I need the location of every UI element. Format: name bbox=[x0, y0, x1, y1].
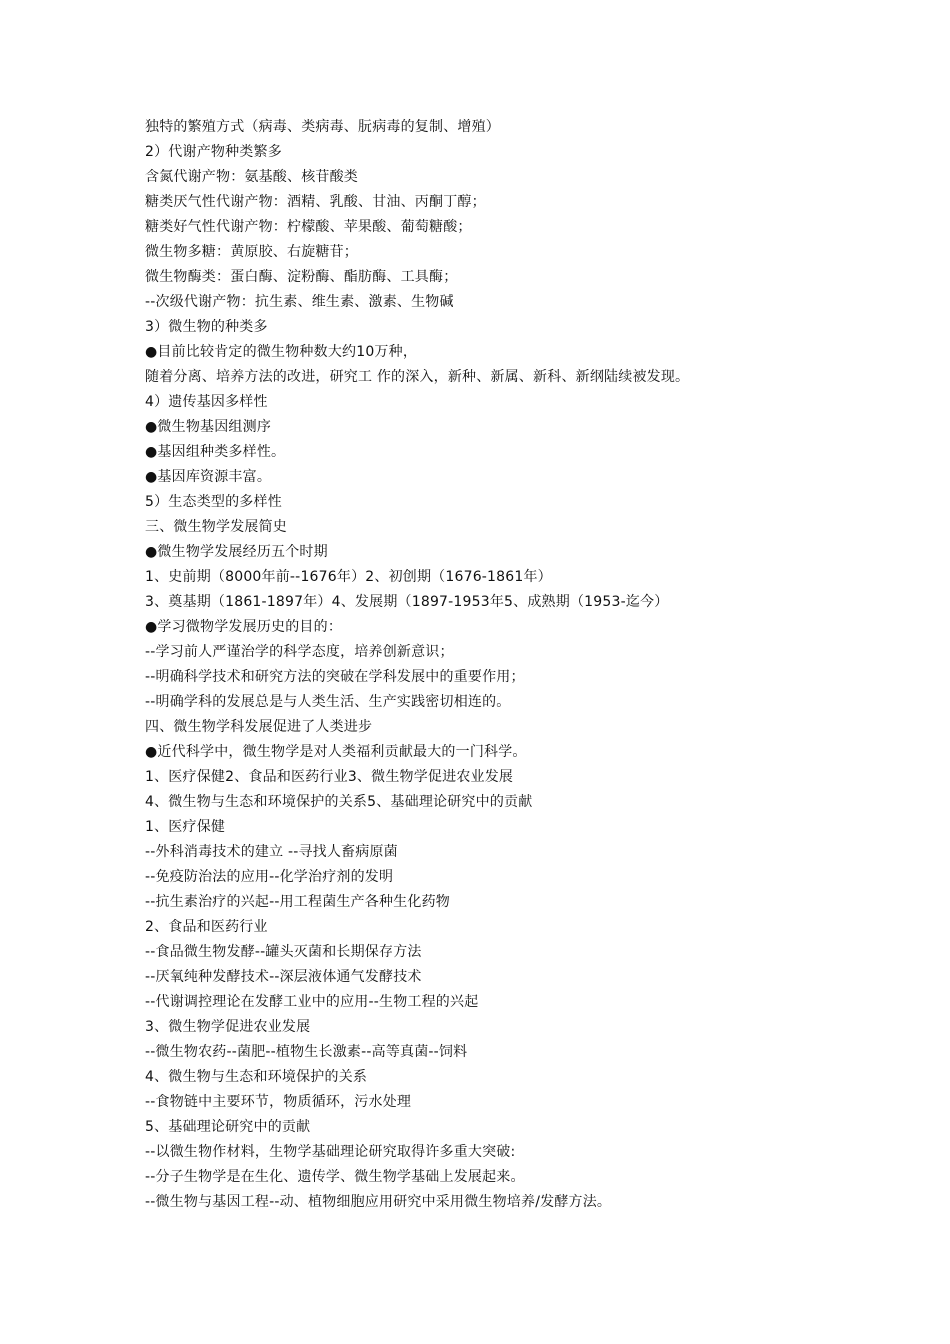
text-line: --明确科学技术和研究方法的突破在学科发展中的重要作用； bbox=[145, 669, 525, 685]
text-line: --次级代谢产物：抗生素、维生素、激素、生物碱 bbox=[145, 294, 454, 310]
text-line: --微生物农药--菌肥--植物生长激素--高等真菌--饲料 bbox=[145, 1044, 468, 1060]
text-line: --抗生素治疗的兴起--用工程菌生产各种生化药物 bbox=[145, 894, 451, 910]
text-line: --微生物与基因工程--动、植物细胞应用研究中采用微生物培养/发酵方法。 bbox=[145, 1194, 612, 1210]
text-line: --外科消毒技术的建立 --寻找人畜病原菌 bbox=[145, 844, 398, 860]
text-line: 1、医疗保健2、食品和医药行业3、微生物学促进农业发展 bbox=[145, 769, 514, 785]
section-heading: 4）遗传基因多样性 bbox=[145, 394, 268, 410]
document-body bbox=[145, 115, 925, 1215]
text-line: 糖类厌气性代谢产物：酒精、乳酸、甘油、丙酮丁醇； bbox=[145, 194, 486, 210]
text-line: 微生物多糖：黄原胶、右旋糖苷； bbox=[145, 244, 358, 260]
section-heading: 3、微生物学促进农业发展 bbox=[145, 1019, 311, 1035]
chapter-heading: 三、微生物学发展简史 bbox=[145, 519, 287, 535]
bullet-line: ●微生物基因组测序 bbox=[145, 419, 272, 435]
section-heading: 4、微生物与生态和环境保护的关系 bbox=[145, 1069, 368, 1085]
text-line: 1、史前期（8000年前--1676年）2、初创期（1676-1861年） bbox=[145, 569, 552, 585]
text-line: --免疫防治法的应用--化学治疗剂的发明 bbox=[145, 869, 394, 885]
text-line: 3、奠基期（1861-1897年）4、发展期（1897-1953年5、成熟期（1953-迄今） bbox=[145, 594, 669, 610]
bullet-line: ●学习微物学发展历史的目的： bbox=[145, 619, 343, 635]
text-line: --明确学科的发展总是与人类生活、生产实践密切相连的。 bbox=[145, 694, 511, 710]
text-line: --食品微生物发酵--罐头灭菌和长期保存方法 bbox=[145, 944, 422, 960]
section-heading: 2）代谢产物种类繁多 bbox=[145, 144, 282, 160]
text-line: 糖类好气性代谢产物：柠檬酸、苹果酸、葡萄糖酸； bbox=[145, 219, 472, 235]
bullet-line: ●近代科学中，微生物学是对人类福利贡献最大的一门科学。 bbox=[145, 744, 527, 760]
text-line: 独特的繁殖方式（病毒、类病毒、朊病毒的复制、增殖） bbox=[145, 119, 500, 135]
text-line: 4、微生物与生态和环境保护的关系5、基础理论研究中的贡献 bbox=[145, 794, 533, 810]
section-heading: 3）微生物的种类多 bbox=[145, 319, 268, 335]
bullet-line: ●基因组种类多样性。 bbox=[145, 444, 286, 460]
section-heading: 5）生态类型的多样性 bbox=[145, 494, 282, 510]
text-line: --厌氧纯种发酵技术--深层液体通气发酵技术 bbox=[145, 969, 422, 985]
text-line: --以微生物作材料，生物学基础理论研究取得许多重大突破: bbox=[145, 1144, 516, 1160]
text-line: --分子生物学是在生化、遗传学、微生物学基础上发展起来。 bbox=[145, 1169, 525, 1185]
text-line: 随着分离、培养方法的改进，研究工 作的深入，新种、新属、新科、新纲陆续被发现。 bbox=[145, 369, 690, 385]
text-line: --代谢调控理论在发酵工业中的应用--生物工程的兴起 bbox=[145, 994, 479, 1010]
bullet-line: ●基因库资源丰富。 bbox=[145, 469, 272, 485]
text-line: --食物链中主要环节，物质循环，污水处理 bbox=[145, 1094, 412, 1110]
bullet-line: ●微生物学发展经历五个时期 bbox=[145, 544, 328, 560]
section-heading: 5、基础理论研究中的贡献 bbox=[145, 1119, 311, 1135]
text-line: --学习前人严谨治学的科学态度，培养创新意识； bbox=[145, 644, 454, 660]
text-line: 微生物酶类：蛋白酶、淀粉酶、酯肪酶、工具酶； bbox=[145, 269, 458, 285]
section-heading: 2、食品和医药行业 bbox=[145, 919, 268, 935]
section-heading: 1、医疗保健 bbox=[145, 819, 226, 835]
chapter-heading: 四、微生物学科发展促进了人类进步 bbox=[145, 719, 373, 735]
text-line: 含氮代谢产物：氨基酸、核苷酸类 bbox=[145, 169, 358, 185]
bullet-line: ●目前比较肯定的微生物种数大约10万种， bbox=[145, 344, 418, 360]
